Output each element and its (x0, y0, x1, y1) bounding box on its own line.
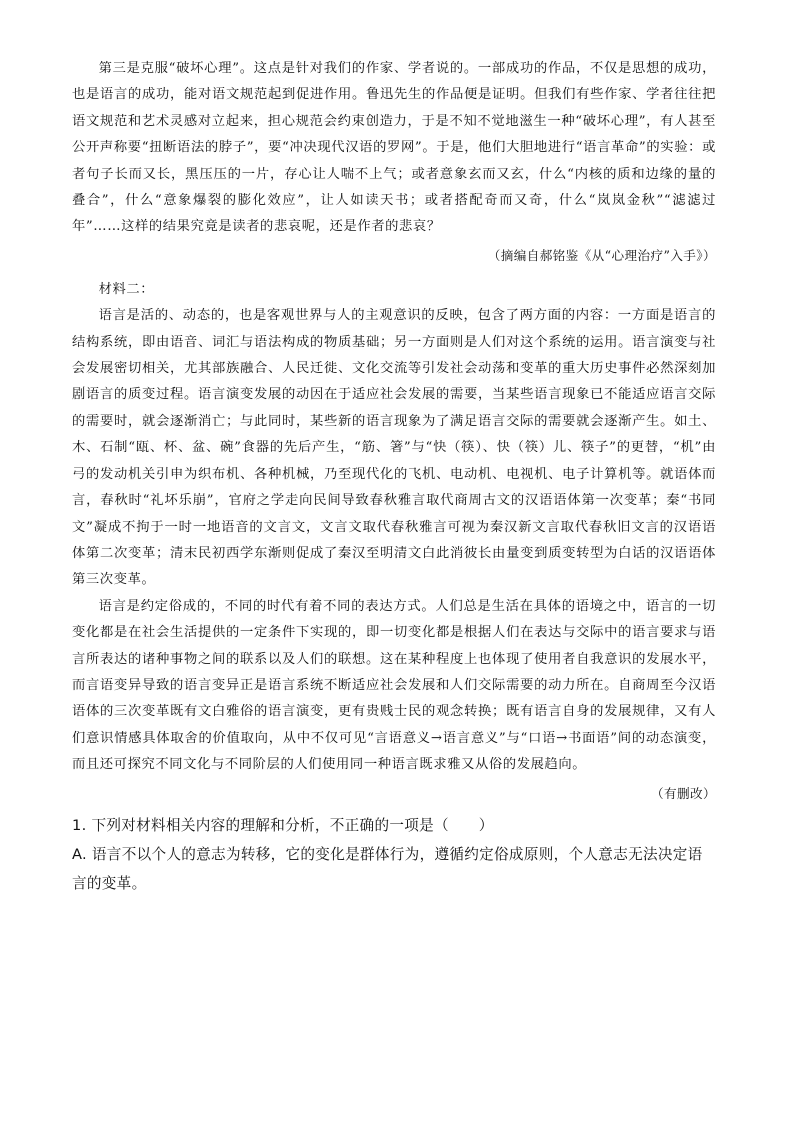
document-page (72, 56, 716, 898)
material-2-note: （有删改） (651, 785, 716, 801)
material-2-paragraph-1: 语言是活的、动态的，也是客观世界与人的主观意识的反映，包含了两方面的内容：一方面是语言的结构系统，即由语音、词汇与语法构成的物质基础；另一方面则是人们对这个系统的运用。语言演变与社会发展密切相关，尤其部族融合、人民迁徙、文化交流等引发社会动荡和变革的重大历史事件必然深刻加剧语言的质变过程。语言演变发展的动因在于适应社会发展的需要，当某些语言现象已不能适应语言交际的需要时，就会逐渐消亡；与此同时，某些新的语言现象为了满足语言交际的需要就会逐渐产生。如土、木、石制“瓯、杯、盆、碗”食器的先后产生，“筋、箸”与“快（筷）、快（筷）儿、筷子”的更替，“机”由弓的发动机关引申为织布机、各种机械，乃至现代化的飞机、电动机、电视机、电子计算机等。就语体而言，春秋时“礼坏乐崩”，官府之学走向民间导致春秋雅言取代商周古文的汉语语体第一次变革；秦“书同文”凝成不拘于一时一地语音的文言文，文言文取代春秋雅言可视为秦汉新文言取代春秋旧文言的汉语语体第二次变革；清末民初西学东渐则促成了秦汉至明清文白此消彼长由量变到质变转型为白话的汉语语体第三次变革。 (72, 308, 716, 588)
question-1-stem: 1. 下列对材料相关内容的理解和分析，不正确的一项是（ ） (72, 816, 494, 834)
material-1-paragraph: 第三是克服“破坏心理”。这点是针对我们的作家、学者说的。一部成功的作品，不仅是思想的成功，也是语言的成功，能对语文规范起到促进作用。鲁迅先生的作品便是证明。但我们有些作家、学者往往把语文规范和艺术灵感对立起来，担心规范会约束创造力，于是不知不觉地滋生一种“破坏心理”，有人甚至公开声称要“扭断语法的脖子”，要“冲决现代汉语的罗网”。于是，他们大胆地进行“语言革命”的实验：或者句子长而又长，黑压压的一片，存心让人喘不上气；或者意象玄而又玄，什么“内核的质和边缘的量的叠合”，什么“意象爆裂的膨化效应”，让人如读天书；或者搭配奇而又奇，什么“岚岚金秋”“滤滤过年”……这样的结果究竟是读者的悲哀呢，还是作者的悲哀？ (72, 61, 716, 235)
material-2-paragraph-2: 语言是约定俗成的，不同的时代有着不同的表达方式。人们总是生活在具体的语境之中，语言的一切变化都是在社会生活提供的一定条件下实现的，即一切变化都是根据人们在表达与交际中的语言要求与语言所表达的诸种事物之间的联系以及人们的联想。这在某种程度上也体现了使用者自我意识的发展水平，而言语变异导致的语言变异正是语言系统不断适应社会发展和人们交际需要的动力所在。自商周至今汉语语体的三次变革既有文白雅俗的语言演变，更有贵贱士民的观念转换；既有语言自身的发展规律，又有人们意识情感具体取舍的价值取向，从中不仅可见“言语意义→语言意义”与“口语→书面语”间的动态演变，而且还可探究不同文化与不同阶层的人们使用同一种语言既求雅又从俗的发展趋向。 (72, 598, 716, 773)
question-1-option-a: A. 语言不以个人的意志为转移，它的变化是群体行为，遵循约定俗成原则，个人意志无法决定语言的变革。 (72, 845, 703, 892)
material-2-heading: 材料二： (98, 281, 155, 297)
material-1-source: （摘编自郝铭鉴《从“心理治疗”入手》） (487, 247, 716, 263)
